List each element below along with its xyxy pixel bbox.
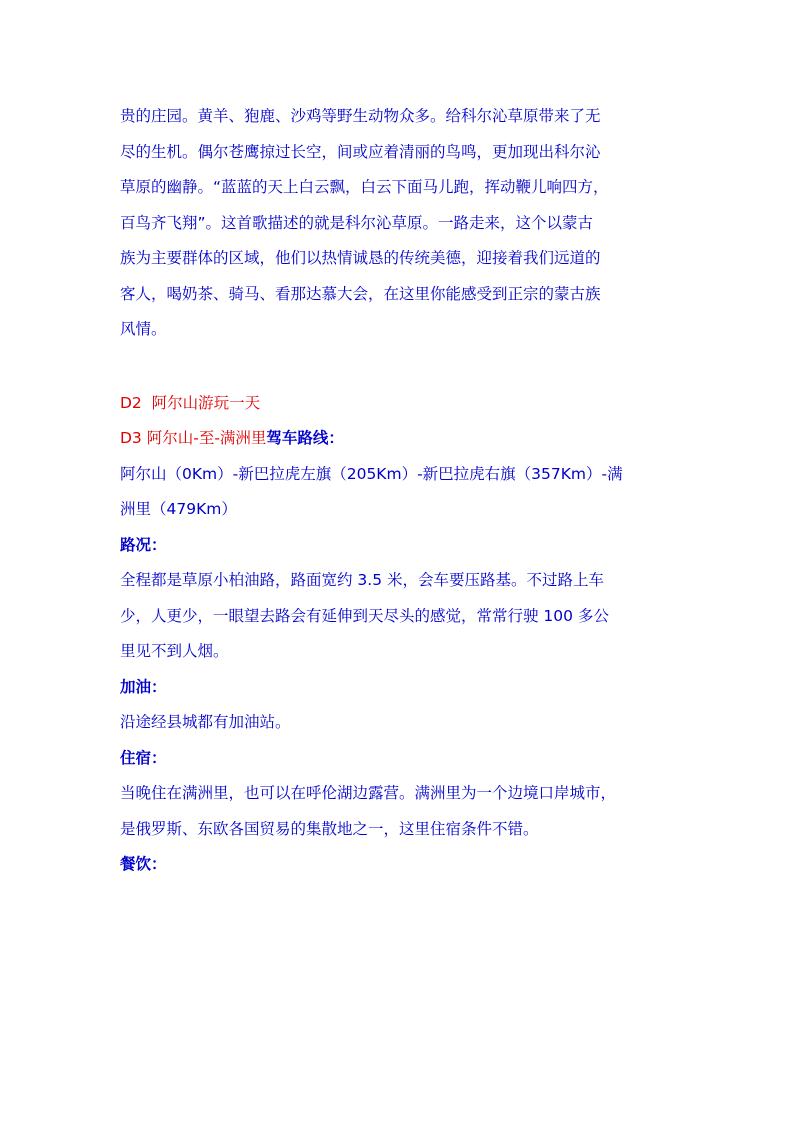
road-heading: 路况： xyxy=(120,535,167,554)
text-line: 少，人更少，一眼望去路会有延伸到天尽头的感觉，常常行驶 100 多公 xyxy=(120,606,609,625)
day-title: 阿尔山-至-满洲里 xyxy=(146,429,267,447)
fuel-heading: 加油： xyxy=(120,677,167,696)
day-label: D3 xyxy=(120,429,142,447)
text-line: 当晚住在满洲里，也可以在呼伦湖边露营。满洲里为一个边境口岸城市， xyxy=(120,784,617,802)
fuel-paragraph xyxy=(120,705,676,741)
route-paragraph xyxy=(120,457,676,528)
intro-paragraph xyxy=(120,99,676,348)
text-line: 是俄罗斯、东欧各国贸易的集散地之一，这里住宿条件不错。 xyxy=(120,819,539,838)
stay-paragraph xyxy=(120,776,676,847)
text-line: 尽的生机。偶尔苍鹰掠过长空，间或应着清丽的鸟鸣，更加现出科尔沁 xyxy=(120,142,601,161)
road-paragraph xyxy=(120,563,676,670)
text-line: 客人，喝奶茶、骑马、看那达慕大会，在这里你能感受到正宗的蒙古族 xyxy=(120,284,601,303)
food-heading: 餐饮： xyxy=(120,855,167,873)
day-label: D2 xyxy=(120,393,142,412)
stay-heading: 住宿： xyxy=(120,748,167,767)
day-title: 阿尔山游玩一天 xyxy=(151,393,261,412)
text-line: 贵的庄园。黄羊、狍鹿、沙鸡等野生动物众多。给科尔沁草原带来了无 xyxy=(120,107,601,125)
text-line: 里见不到人烟。 xyxy=(120,642,229,660)
route-label: 驾车路线： xyxy=(266,429,344,447)
text-line: 沿途经县城都有加油站。 xyxy=(120,713,291,731)
text-line: 洲里（479Km） xyxy=(120,500,237,518)
day-3-heading xyxy=(120,421,676,457)
text-line: 风情。 xyxy=(120,320,167,338)
day-2-heading xyxy=(120,386,676,422)
text-line: 草原的幽静。“蓝蓝的天上白云飘，白云下面马儿跑，挥动鞭儿响四方， xyxy=(120,178,609,196)
document-page xyxy=(120,99,676,883)
text-line: 族为主要群体的区域，他们以热情诚恳的传统美德，迎接着我们远道的 xyxy=(120,249,601,267)
text-line: 阿尔山（0Km）-新巴拉虎左旗（205Km）-新巴拉虎右旗（357Km）-满 xyxy=(120,464,623,483)
text-line: 百鸟齐飞翔”。这首歌描述的就是科尔沁草原。一路走来，这个以蒙古 xyxy=(120,213,594,232)
text-line: 全程都是草原小柏油路，路面宽约 3.5 米，会车要压路基。不过路上车 xyxy=(120,571,605,589)
